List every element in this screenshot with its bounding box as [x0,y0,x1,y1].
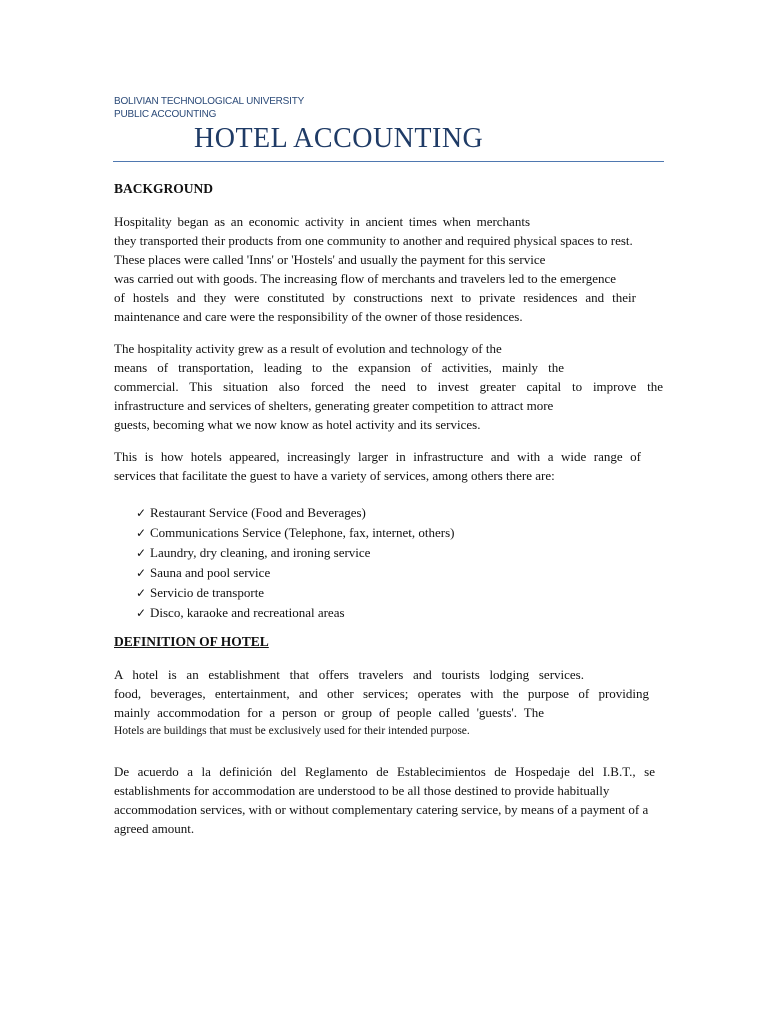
list-item [136,543,676,563]
list-item-text: Sauna and pool service [150,565,271,580]
text-line: The hospitality activity grew as a result of evolution and technology of the [114,341,502,356]
list-item [136,503,676,523]
text-line: De acuerdo a la definición del Reglamento de Establecimientos de Hospedaje del I.B.T., se [114,764,655,779]
check-icon: ✓ [136,566,147,580]
text-line: guests, becoming what we now know as hotel activity and its services. [114,417,481,432]
list-item [136,603,676,623]
list-item-text: Servicio de transporte [150,585,265,600]
document-body [114,179,676,851]
text-line: services that facilitate the guest to have a variety of services, among others there are: [114,468,555,483]
text-line: they transported their products from one community to another and required physical spaces to rest. [114,233,633,248]
institution-header [114,95,674,121]
check-icon: ✓ [136,546,147,560]
text-line: A hotel is an establishment that offers travelers and tourists lodging services. [114,667,584,682]
text-line: of hostels and they were constituted by constructions next to private residences and their [114,290,636,305]
definition-heading: DEFINITION OF HOTEL [114,634,269,649]
check-icon: ✓ [136,526,147,540]
text-line: agreed amount. [114,821,195,836]
text-line: This is how hotels appeared, increasingly larger in infrastructure and with a wide range of [114,449,641,464]
background-paragraph-2 [114,339,676,434]
text-line: These places were called 'Inns' or 'Hostels' and usually the payment for this service [114,252,546,267]
text-line: was carried out with goods. The increasing flow of merchants and travelers led to the emergence [114,271,617,286]
list-item [136,563,676,583]
list-item-text: Restaurant Service (Food and Beverages) [150,505,366,520]
list-item-text: Disco, karaoke and recreational areas [150,605,345,620]
check-icon: ✓ [136,606,147,620]
text-line: Hospitality began as an economic activity in ancient times when merchants [114,214,530,229]
list-item-text: Laundry, dry cleaning, and ironing service [150,545,371,560]
services-list [136,503,676,623]
check-icon: ✓ [136,586,147,600]
list-item [136,583,676,603]
department-name: PUBLIC ACCOUNTING [114,109,217,120]
background-paragraph-3 [114,447,676,485]
text-line: commercial. This situation also forced the need to invest greater capital to improve the [114,379,663,394]
text-line: mainly accommodation for a person or group of people called 'guests'. The [114,705,544,720]
text-line: Hotels are buildings that must be exclusively used for their intended purpose. [114,725,470,737]
text-line: infrastructure and services of shelters, generating greater competition to attract more [114,398,554,413]
background-heading: BACKGROUND [114,181,214,196]
definition-paragraph-1 [114,665,676,741]
definition-paragraph-2 [114,762,676,838]
title-divider [113,161,664,162]
text-line: food, beverages, entertainment, and other services; operates with the purpose of providing [114,686,649,701]
document-title: HOTEL ACCOUNTING [194,123,484,154]
check-icon: ✓ [136,506,147,520]
list-item [136,523,676,543]
list-item-text: Communications Service (Telephone, fax, internet, others) [150,525,455,540]
text-line: establishments for accommodation are understood to be all those destined to provide habitually [114,783,610,798]
text-line: maintenance and care were the responsibility of the owner of those residences. [114,309,523,324]
background-paragraph-1 [114,212,676,326]
university-name: BOLIVIAN TECHNOLOGICAL UNIVERSITY [114,96,305,107]
text-line: means of transportation, leading to the expansion of activities, mainly the [114,360,564,375]
text-line: accommodation services, with or without complementary catering service, by means of a payment of a [114,802,649,817]
